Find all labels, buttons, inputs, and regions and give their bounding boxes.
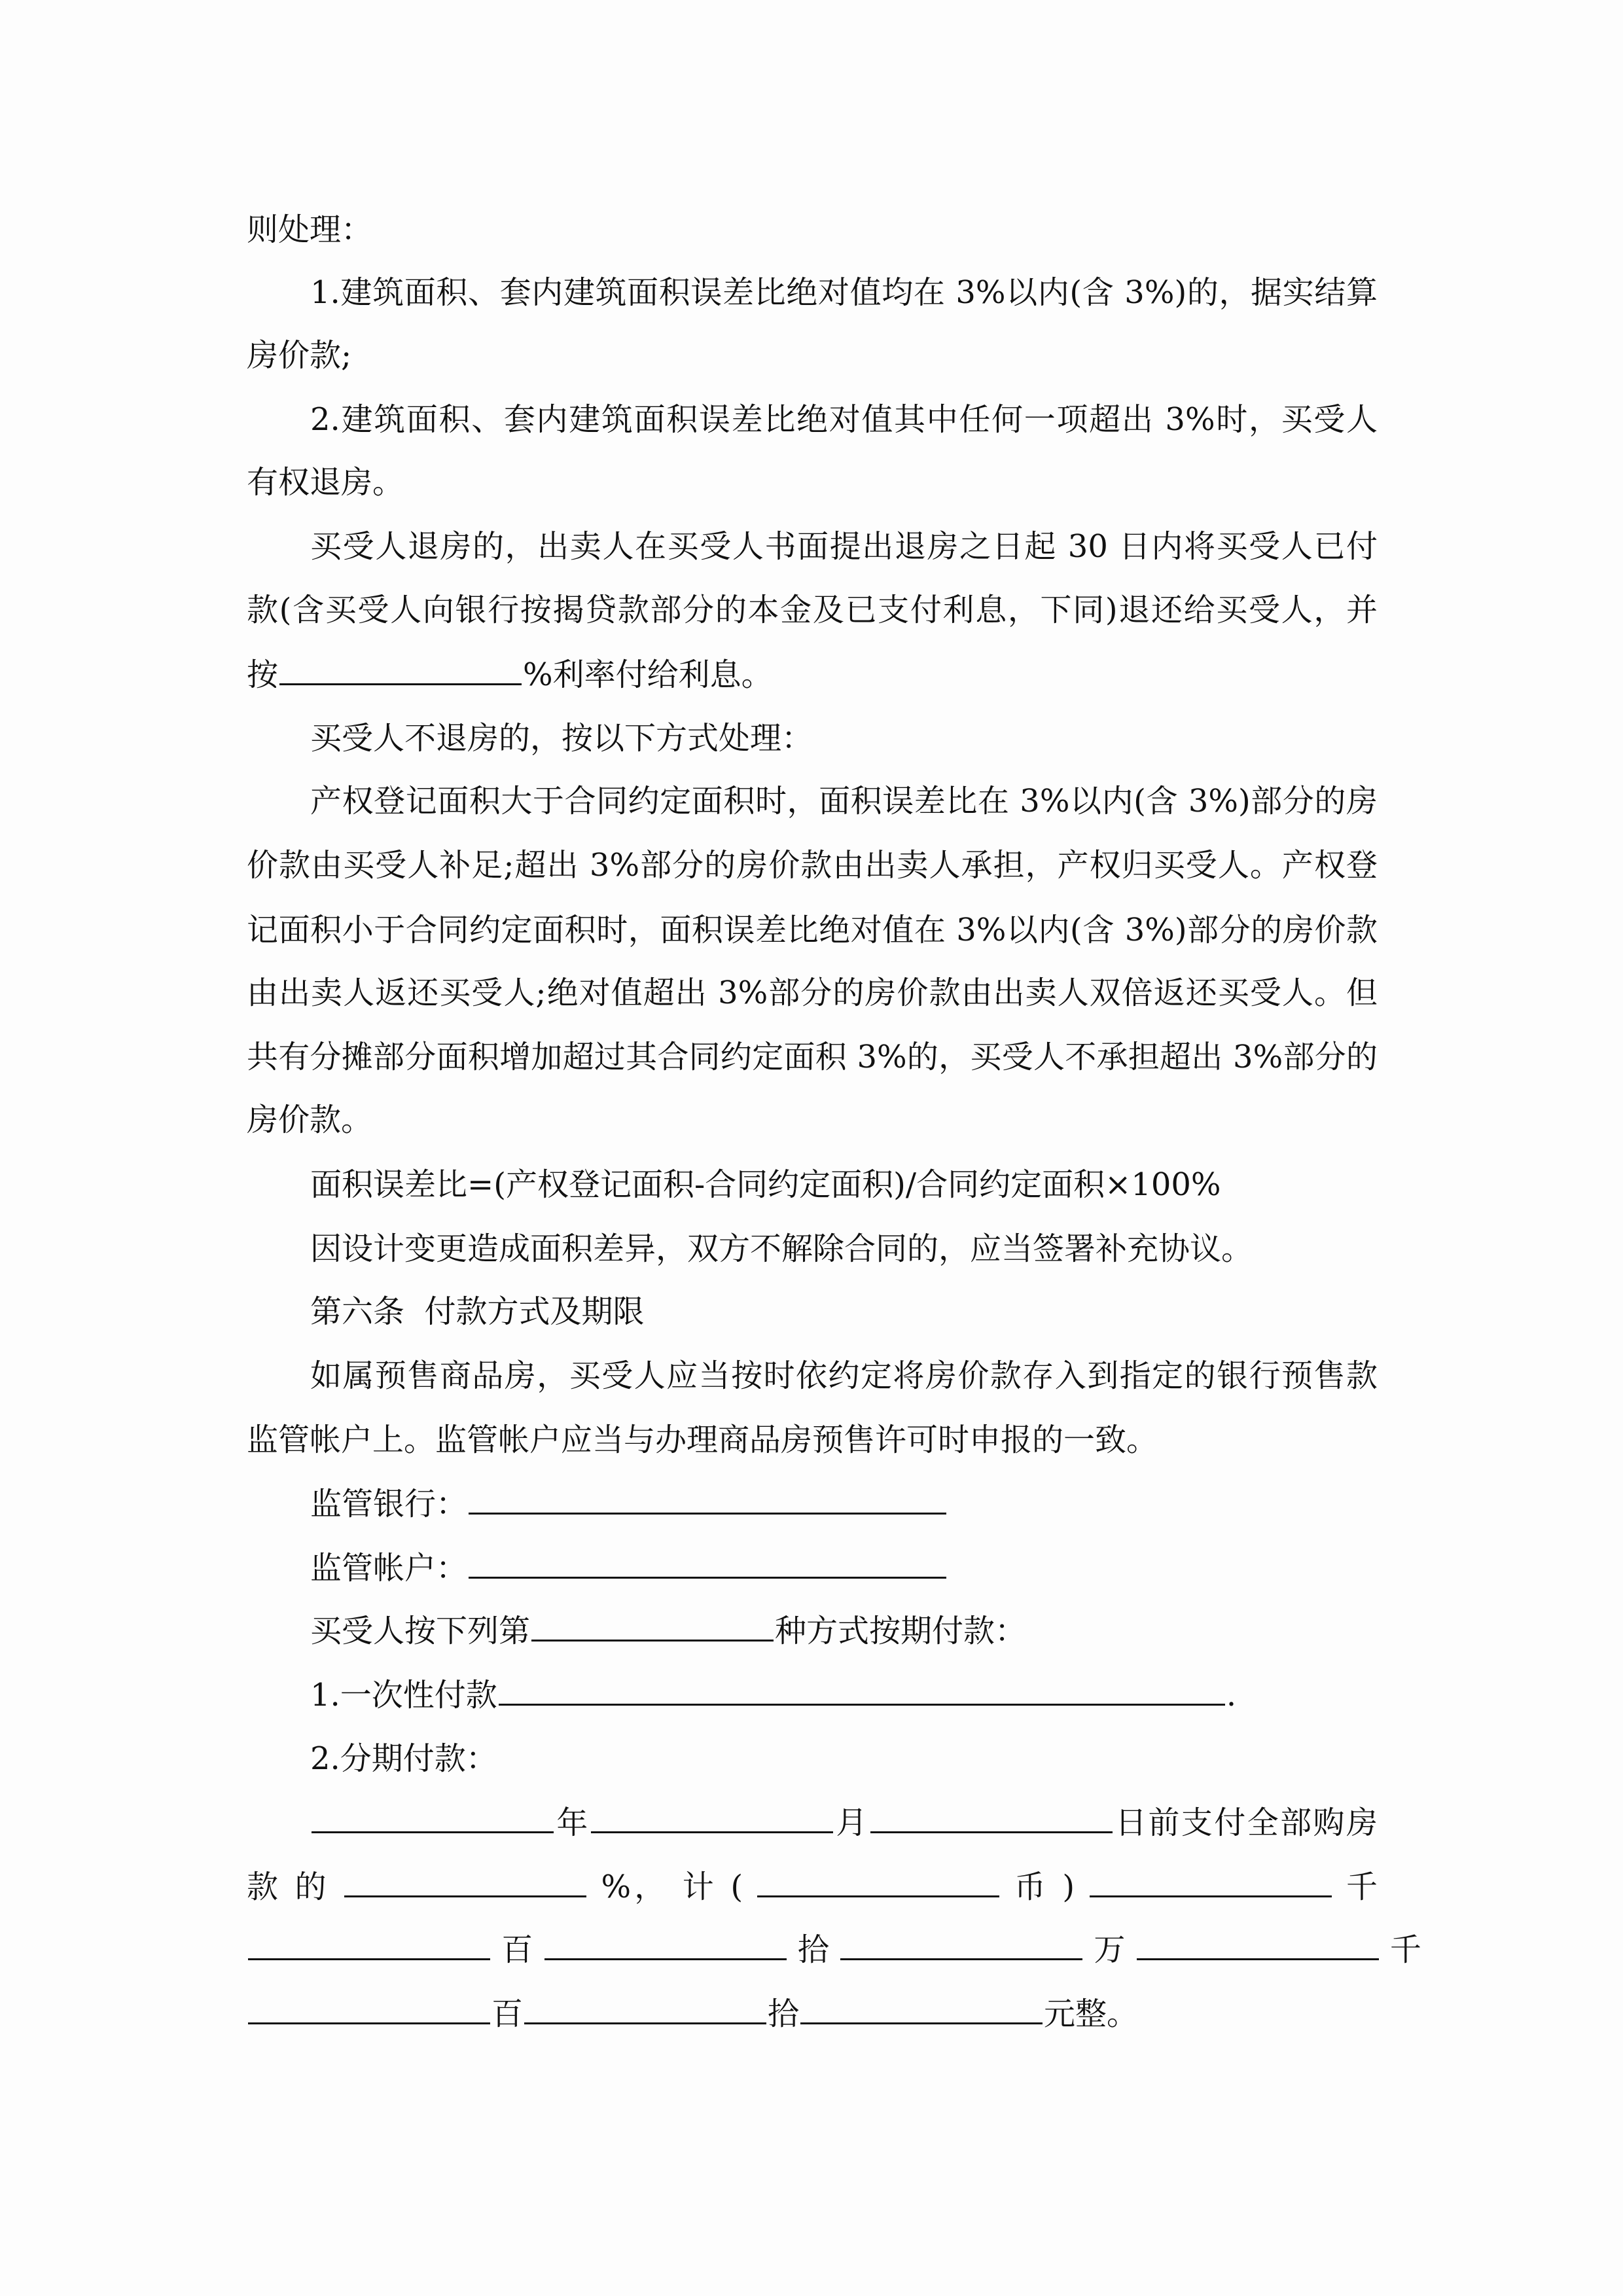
text: 拾 (797, 1931, 829, 1968)
text: 如属预售商品房，买受人应当按时依约定将房价款存入到指定的银行预售款 (310, 1357, 1378, 1394)
supervising-account-label: 监管帐户： (310, 1550, 468, 1587)
paragraph-line (247, 1026, 1378, 1089)
text: 买受人按下列第 (310, 1613, 531, 1649)
text: 年 (555, 1804, 590, 1841)
paragraph-line (247, 899, 1378, 962)
text: 则处理： (247, 211, 373, 248)
text: 百 (501, 1931, 533, 1968)
supervising-bank-label: 监管银行： (310, 1486, 468, 1522)
lump-sum-line (247, 1663, 1378, 1727)
text: %， 计 ( (601, 1869, 743, 1905)
amount-ten-wan-blank[interactable] (544, 1918, 787, 1960)
text: 房价款; (247, 337, 352, 374)
text: 币 ) (1014, 1869, 1075, 1905)
text: 买受人不退房的，按以下方式处理： (310, 720, 813, 757)
paragraph-line (247, 1217, 1378, 1281)
text: 产权登记面积大于合同约定面积时，面积误差比在 3%以内(含 3%)部分的房 (310, 783, 1378, 819)
text: 千 (1346, 1869, 1378, 1905)
paragraph-line (247, 1344, 1378, 1408)
paragraph-line (247, 451, 1378, 514)
text: 千 (1389, 1931, 1421, 1968)
amount-hundred-wan-blank[interactable] (248, 1918, 490, 1960)
text: 买受人退房的，出卖人在买受人书面提出退房之日起 30 日内将买受人已付 (310, 528, 1378, 565)
paragraph-line (247, 1088, 1378, 1152)
amount-hundred-blank[interactable] (248, 1982, 490, 2024)
text: 2.建筑面积、套内建筑面积误差比绝对值其中任何一项超出 3%时，买受人 (310, 401, 1378, 438)
amount-line-1 (247, 1918, 1421, 1981)
text: 百 (491, 1996, 524, 2032)
clause-2-line (247, 388, 1378, 452)
amount-thousand-wan-blank[interactable] (1090, 1855, 1332, 1897)
text: 日前支付全部购房 (1113, 1804, 1378, 1841)
amount-wan-blank[interactable] (840, 1918, 1082, 1960)
amount-line-2 (247, 1982, 1378, 2045)
text: 1.一次性付款 (310, 1677, 497, 1713)
day-blank[interactable] (870, 1791, 1113, 1833)
paragraph-line (247, 707, 1378, 770)
text: 由出卖人返还买受人;绝对值超出 3%部分的房价款由出卖人双倍返还买受人。但 (247, 975, 1378, 1011)
text: 价款由买受人补足;超出 3%部分的房价款由出卖人承担，产权归买受人。产权登 (247, 847, 1378, 884)
payment-method-line (247, 1599, 1378, 1662)
text: 种方式按期付款： (775, 1613, 1027, 1649)
text: 共有分摊部分面积增加超过其合同约定面积 3%的，买受人不承担超出 3%部分的 (247, 1039, 1378, 1075)
installment-percent-line (247, 1855, 1378, 1918)
paragraph-line (247, 770, 1378, 833)
paragraph-line (247, 324, 1378, 387)
text: 款(含买受人向银行按揭贷款部分的本金及已支付利息，下同)退还给买受人，并 (247, 592, 1378, 628)
text: 月 (834, 1804, 869, 1841)
supervising-bank-line (247, 1472, 1378, 1535)
amount-yuan-blank[interactable] (800, 1982, 1043, 2024)
text: 元整。 (1044, 1996, 1139, 2032)
text: 万 (1094, 1931, 1126, 1968)
year-blank[interactable] (312, 1791, 554, 1833)
amount-thousand-blank[interactable] (1137, 1918, 1379, 1960)
lump-sum-blank[interactable] (499, 1663, 1225, 1706)
installment-heading (247, 1727, 1378, 1791)
percent-blank[interactable] (344, 1855, 586, 1897)
text: 款 的 (247, 1869, 330, 1905)
text: 2.分期付款： (310, 1740, 497, 1777)
supervising-account-blank[interactable] (469, 1536, 946, 1579)
article-heading (247, 1280, 1378, 1344)
formula-line (247, 1153, 1378, 1217)
installment-date-line (247, 1791, 1378, 1854)
text: %利率付给利息。 (523, 656, 773, 693)
text: 房价款。 (247, 1102, 373, 1138)
amount-ten-blank[interactable] (524, 1982, 766, 2024)
text: 因设计变更造成面积差异，双方不解除合同的，应当签署补充协议。 (310, 1230, 1253, 1267)
text: 记面积小于合同约定面积时，面积误差比绝对值在 3%以内(含 3%)部分的房价款 (247, 912, 1378, 948)
currency-blank[interactable] (757, 1855, 999, 1897)
paragraph-line (247, 961, 1378, 1025)
payment-method-blank[interactable] (531, 1599, 774, 1641)
text: 按 (247, 656, 279, 693)
clause-1-line (247, 261, 1378, 325)
article-6-title: 第六条 付款方式及期限 (310, 1293, 645, 1330)
interest-rate-line (247, 643, 1378, 706)
paragraph-line (247, 198, 1378, 262)
paragraph-line (247, 515, 1378, 579)
text: 拾 (768, 1996, 800, 2032)
paragraph-line (247, 1408, 1378, 1472)
paragraph-line (247, 834, 1378, 897)
text: 有权退房。 (247, 464, 404, 501)
interest-rate-blank[interactable] (279, 643, 522, 685)
month-blank[interactable] (591, 1791, 833, 1833)
supervising-account-line (247, 1536, 1378, 1600)
text: . (1226, 1677, 1237, 1713)
supervising-bank-blank[interactable] (469, 1472, 946, 1515)
text: 监管帐户上。监管帐户应当与办理商品房预售许可时申报的一致。 (247, 1422, 1158, 1458)
text: 面积误差比=(产权登记面积-合同约定面积)/合同约定面积×100% (310, 1166, 1221, 1203)
paragraph-line (247, 579, 1378, 642)
text: 1.建筑面积、套内建筑面积误差比绝对值均在 3%以内(含 3%)的，据实结算 (310, 274, 1378, 311)
